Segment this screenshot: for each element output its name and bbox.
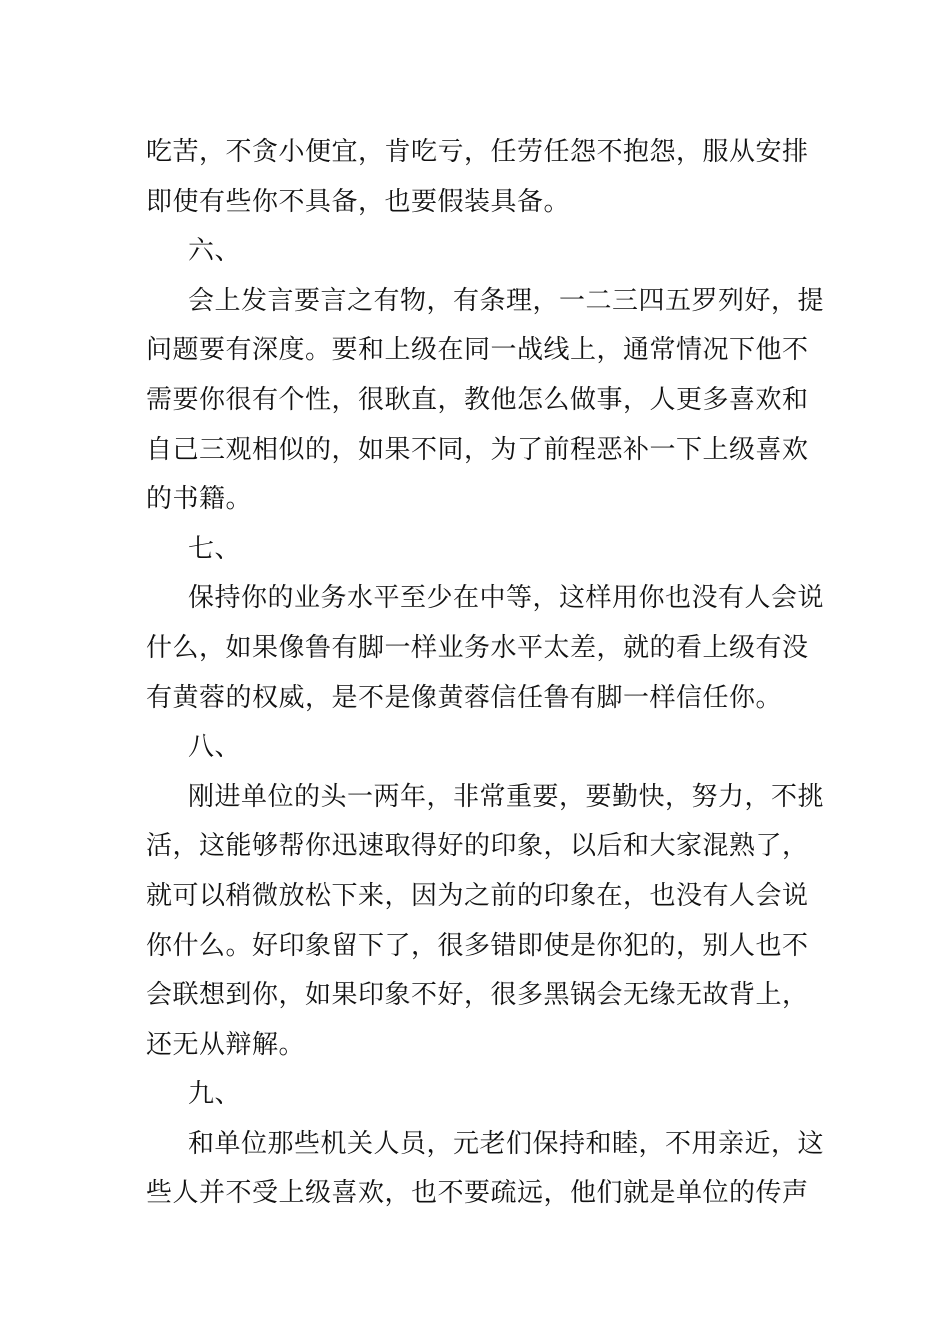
section-heading-9: 九、 xyxy=(188,1079,242,1110)
body-line: 即使有些你不具备，也要假装具备。 xyxy=(146,186,571,217)
body-line: 的书籍。 xyxy=(146,484,253,515)
body-line: 还无从辩解。 xyxy=(146,1029,306,1060)
body-line: 刚进单位的头一两年，非常重要，要勤快，努力，不挑 xyxy=(188,781,825,812)
body-line: 你什么。好印象留下了，很多错即使是你犯的，别人也不 xyxy=(146,930,809,961)
body-line: 有黄蓉的权威，是不是像黄蓉信任鲁有脚一样信任你。 xyxy=(146,682,783,713)
body-line: 些人并不受上级喜欢，也不要疏远，他们就是单位的传声 xyxy=(146,1178,809,1209)
body-line: 保持你的业务水平至少在中等，这样用你也没有人会说 xyxy=(188,583,825,614)
document-page xyxy=(146,128,825,1219)
body-line: 需要你很有个性，很耿直，教他怎么做事，人更多喜欢和 xyxy=(146,384,809,415)
section-heading-6: 六、 xyxy=(188,236,242,267)
body-line: 吃苦，不贪小便宜，肯吃亏，任劳任怨不抱怨，服从安排 xyxy=(146,137,809,167)
section-heading-7: 七、 xyxy=(188,533,242,564)
body-line: 什么，如果像鲁有脚一样业务水平太差，就的看上级有没 xyxy=(146,632,809,663)
body-line: 会联想到你，如果印象不好，很多黑锅会无缘无故背上， xyxy=(146,980,809,1011)
body-line: 活，这能够帮你迅速取得好的印象，以后和大家混熟了， xyxy=(146,831,809,862)
body-line: 自己三观相似的，如果不同，为了前程恶补一下上级喜欢 xyxy=(146,434,809,465)
body-line: 会上发言要言之有物，有条理，一二三四五罗列好，提 xyxy=(188,285,825,316)
section-heading-8: 八、 xyxy=(188,732,242,763)
body-line: 问题要有深度。要和上级在同一战线上，通常情况下他不 xyxy=(146,335,809,366)
body-line: 和单位那些机关人员，元老们保持和睦，不用亲近，这 xyxy=(188,1128,825,1159)
body-line: 就可以稍微放松下来，因为之前的印象在，也没有人会说 xyxy=(146,880,809,911)
